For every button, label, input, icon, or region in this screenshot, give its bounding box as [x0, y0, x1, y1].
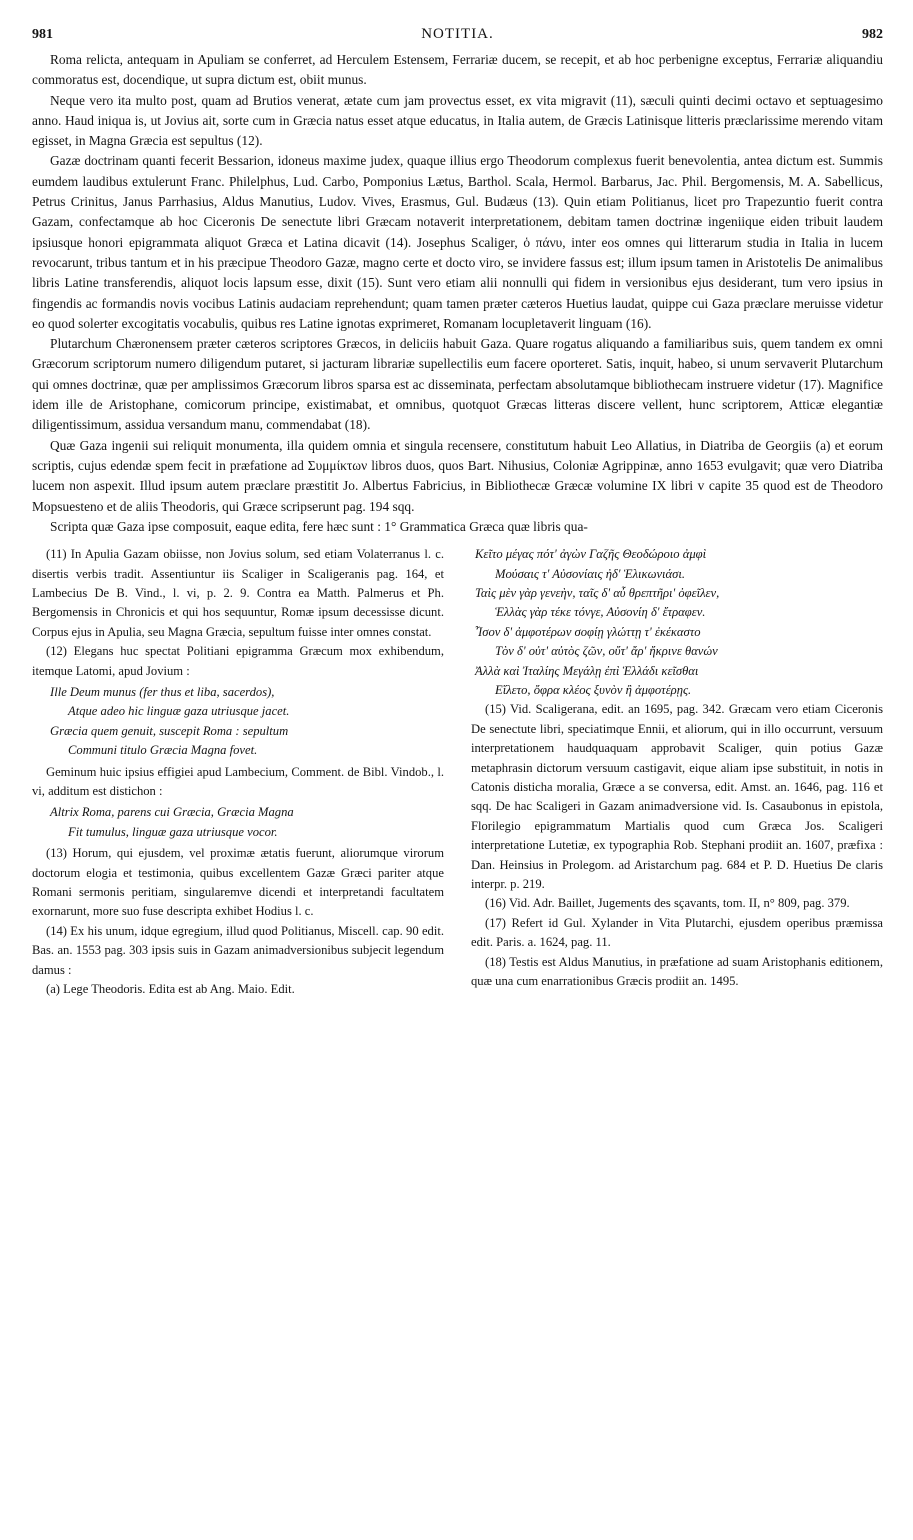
- greek-epigram: [471, 545, 883, 700]
- body-paragraph: Quæ Gaza ingenii sui reliquit monumenta, illa quidem omnia et singula recensere, constitutum habuit Leo Allatius, in Diatriba de Georgiis (a) et eorum scriptis, cujus edendæ spem fecit in præfatione ad Συμμίκτων libros duos, quos Bart. Nihusius, Coloniæ Agrippinæ, anno 1653 evulgavit; quæ vero Diatriba lucem non aspexit. Illud ipsum autem præclare præstitit Jo. Albertus Fabricius, in Bibliothecæ Græcæ volumine IX libri v capite 35 quod est de Theodoro Mopsuesteno et de aliis Theodoris, qui Græce scripserunt pag. 194 sqq.: [32, 437, 883, 514]
- verse-line: Altrix Roma, parens cui Græcia, Græcia Magna: [50, 805, 294, 820]
- latin-distich: [32, 803, 444, 842]
- verse-line: Ταὶς μὲν γὰρ γενεὴν, ταῖς δ' αὖ θρεπτῆρι' ὀφεῖλεν,: [475, 585, 720, 600]
- body-paragraph: Gazæ doctrinam quanti fecerit Bessarion, idoneus maxime judex, quaque illius ergo Theodorum complexus fuerit benevolentia, antea dictum est. Summis eumdem laudibus extulerunt Franc. Philelphus, Lud. Carbo, Pomponius Lætus, Barthol. Scala, Hermol. Barbarus, Jac. Phil. Bergomensis, M. A. Sabellicus, Petrus Crinitus, Janus Parrhasius, Aldus Manutius, Ludov. Vives, Erasmus, Gul. Budæus (13). Quin etiam Politianus, licet pro Trapezuntio fuerit contra Gazam, confectamque ab hoc Ciceronis De senectute libri Græcam notaverit interpretationem, debitam tamen doctrinæ ingeniique eiden tribuit laudem ipsiusque honori epigrammata aliquot Græca et Latina dicavit (14). Josephus Scaliger, ὁ πάνυ, inter eos omnes qui litterarum studia in Italia in lucem revocarunt, tribus tantum et in his præcipue Theodoro Gazæ, magno certe et docto viro, se invidere fassus est; illum ipsum tamen in Aristotelis De animalibus libris Latine transferendis, aliquot locis lapsum esse, dixit (15). Sunt vero etiam alii nonnulli qui fidem in versionibus ejus desiderant, tum vero ipsius in fingendis ac formandis novis vocibus Latinis audaciam reprehendunt; quam tamen præter cæteros Huetius laudat, quippe cui Gaza præclare meruisse videtur eo quod solerter excogitatis vocabulis, quibus res Latine ignotas exprimeret, Romanam locupletaverit linguam (16).: [32, 153, 883, 331]
- footnotes-right-column: [471, 545, 883, 999]
- footnote-text: Geminum huic ipsius effigiei apud Lambecium, Comment. de Bibl. Vindob., l. vi, additum est distichon :: [32, 764, 444, 798]
- editor-note: (a) Lege Theodoris. Edita est ab Ang. Maio. Edit.: [46, 982, 295, 997]
- verse-line: Fit tumulus, linguæ gaza utriusque vocor.: [68, 824, 278, 839]
- footnotes-left-column: [32, 545, 444, 999]
- verse-line: Ἶσον δ' ἀμφοτέρων σοφίῃ γλώττῃ τ' ἐκέκαστο: [475, 624, 701, 639]
- verse-line: Εἵλετο, ὄφρα κλέος ξυνὸν ἢ ἀμφοτέρῃς.: [495, 682, 692, 697]
- verse-line: Μούσαις τ' Αὐσονίαις ἠδ' Ἑλικωνιάσι.: [495, 566, 686, 581]
- body-paragraph: Roma relicta, antequam in Apuliam se conferret, ad Herculem Estensem, Ferrariæ ducem, se recepit, et ab hoc perbenigne exceptus, Ferrariæ aliquandiu commoratus est, docendique, ut supra dictum est, obiit munus.: [32, 52, 883, 88]
- body-paragraph: Neque vero ita multo post, quam ad Brutios venerat, ætate cum jam provectus esset, ex vita migravit (11), sæculi quinti decimi octavo et septuagesimo anno. Haud iniqua is, ut Jovius ait, sorte cum in Græcia natus esset atque educatus, in Italia autem, de Græcis Latinisque litteris præclarissime merendo vitam egisset, in Magna Græcia est sepultus (12).: [32, 92, 883, 149]
- left-page-number: 981: [32, 27, 53, 42]
- body-paragraph: Scripta quæ Gaza ipse composuit, eaque edita, fere hæc sunt : 1° Grammatica Græca quæ libris qua-: [50, 518, 588, 534]
- verse-line: Atque adeo hic linguæ gaza utriusque jacet.: [68, 704, 290, 719]
- footnote-11: (11) In Apulia Gazam obiisse, non Jovius solum, sed etiam Volaterranus l. c. disertis verbis tradit. Assentiuntur iis Scaliger in Scaligeranis pag. 164, et Lambecius De B. Vind., l. vi, p. 2. 9. Contra ea Matth. Palmerus et Ph. Bergomensis in Chronicis et qui hos sequuntur, Romæ ipsum decessisse dicunt. Corpus ejus in Apulia, seu Magna Græcia, sepultum fuisse inter omnes constat.: [32, 547, 444, 639]
- footnote-13: (13) Horum, qui ejusdem, vel proximæ ætatis fuerunt, aliorumque virorum doctorum elogia et testimonia, quibus excellentem Gazæ Græci pariter atque Romani sermonis peritiam, singularemve dicendi et interpretandi facultatem exornarunt, more suo fuse descripta exhibet Hodius l. c.: [32, 846, 444, 919]
- footnote-17: (17) Refert id Gul. Xylander in Vita Plutarchi, ejusdem operibus præmissa edit. Paris. a. 1624, pag. 11.: [471, 915, 883, 950]
- verse-line: Ille Deum munus (fer thus et liba, sacerdos),: [50, 684, 275, 699]
- footnote-12: (12) Elegans huc spectat Politiani epigramma Græcum mox exhibendum, itemque Latomi, apud Jovium :: [32, 644, 444, 678]
- footnotes: [32, 545, 883, 999]
- verse-line: Τὸν δ' οὐτ' αὐτὸς ζῶν, οὔτ' ἄρ' ἤκρινε θανών: [495, 644, 718, 659]
- main-text: [32, 50, 883, 537]
- footnote-14: (14) Ex his unum, idque egregium, illud quod Politianus, Miscell. cap. 90 edit. Bas. an. 1553 pag. 303 ipsis suis in Gazam animadversionibus subjecit legendum damus :: [32, 923, 444, 977]
- verse-line: Græcia quem genuit, suscepit Roma : sepultum: [50, 723, 289, 738]
- footnote-16: (16) Vid. Adr. Baillet, Jugements des sçavants, tom. II, n° 809, pag. 379.: [485, 896, 850, 911]
- running-header: [32, 26, 883, 50]
- footnote-15: (15) Vid. Scaligerana, edit. an 1695, pag. 342. Græcam vero etiam Ciceronis De senectute libri, speciatimque Ennii, et aliorum, qui in illo occurrunt, versuum interpretationem haudquaquam approbavit Scaliger, quin potius Gazæ metaphrasin dictorum versuum castigavit, eique aliam ipse substituit, in notis in Catonis disticha moralia, Græce a se conversa, edit. Amst. an. 1646, pag. 116 et sqq. De hac Scaligeri in Gazam animadversione vid. Is. Casaubonus in epistola, Florilegio epigrammatum Martialis quod cum Græca Jos. Scaligeri interpretatione Lutetiæ, ex typographia Rob. Stephani prodiit an. 1607, præfixa : Dan. Heinsius in Prolegom. ad Aristarchum pag. 684 et P. D. Huetius De claris interpr. p. 219.: [471, 702, 883, 892]
- latin-epigram: [32, 683, 444, 761]
- running-title: NOTITIA.: [421, 26, 494, 42]
- right-page-number: 982: [861, 27, 883, 42]
- verse-line: Ἑλλὰς γὰρ τέκε τόνγε, Αὐσονίη δ' ἔτραφεν.: [495, 605, 706, 620]
- footnote-18: (18) Testis est Aldus Manutius, in præfatione ad suam Aristophanis editionem, quæ una cum enarrationibus Græcis prodiit an. 1495.: [471, 954, 883, 989]
- body-paragraph: Plutarchum Chæronensem præter cæteros scriptores Græcos, in deliciis habuit Gaza. Quare rogatus aliquando a familiaribus suis, quem tandem ex omni Græcorum scriptorum numero diligendum putaret, si jacturam librariæ supellectilis eum facere oporteret. Satis, inquit, habeo, si unum servaverit Plutarchum qui omnes doctrinæ, quæ per amplissimos Græcorum libros sparsa est ac disseminata, perfectam absolutamque bibliothecam instruere videtur (17). Magnifice idem ille de Aristophane, comicorum principe, existimabat, et omnibus, quotquot Græcas litteras discere vellent, hunc scriptorem, Atticæ elegantiæ diligentissimum, assidua versandum manu, commendabat (18).: [32, 336, 883, 433]
- verse-line: Κεῖτο μέγας πότ' ἀγὼν Γαζῆς Θεοδώροιο ἀμφὶ: [475, 547, 707, 562]
- verse-line: Communi titulo Græcia Magna fovet.: [68, 743, 258, 758]
- verse-line: Ἀλλὰ καὶ Ἰταλίης Μεγάλῃ ἐπὶ Ἑλλάδι κεῖσθαι: [475, 663, 699, 678]
